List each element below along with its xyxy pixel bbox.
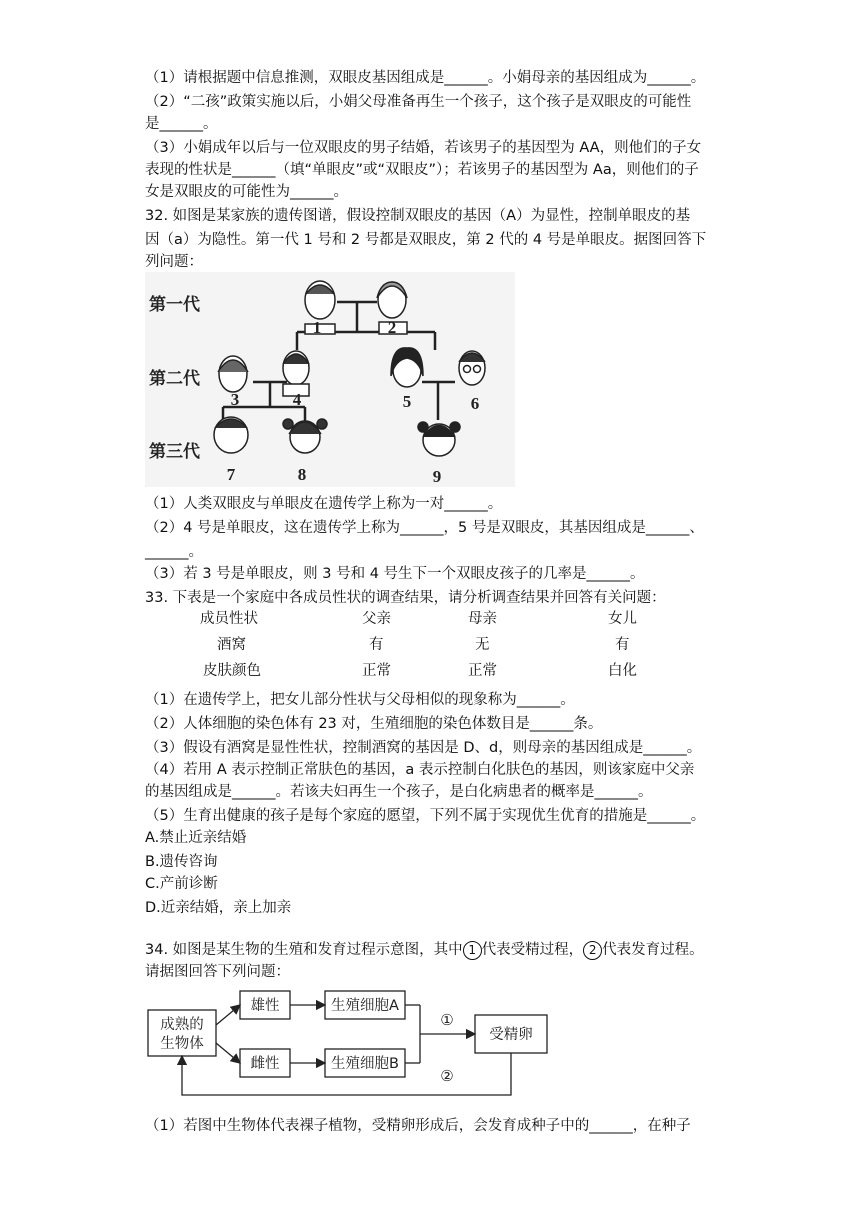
q34-sub-1: （1）若图中生物体代表裸子植物，受精卵形成后，会发育成种子中的______，在种子 xyxy=(145,1118,691,1134)
q31-line-1: （1）请根据题中信息推测，双眼皮基因组成是______。小娟母亲的基因组成为______。 xyxy=(145,70,706,86)
q33-intro: 33. 下表是一个家庭中各成员性状的调查结果，请分析调查结果并回答有关问题： xyxy=(145,590,666,606)
person-4-number: 4 xyxy=(292,390,302,409)
germ-cell-b-label: 生殖细胞B xyxy=(331,1056,399,1072)
q32-sub-1: （1）人类双眼皮与单眼皮在遗传学上称为一对______。 xyxy=(145,496,503,512)
q31-line-2: （2）“二孩”政策实施以后，小娟父母准备再生一个孩子，这个孩子是双眼皮的可能性 xyxy=(145,94,692,110)
option-a: A.禁止近亲结婚 xyxy=(145,830,247,846)
q31-line-6: 女是双眼皮的可能性为______。 xyxy=(145,184,348,200)
zygote-label: 受精卵 xyxy=(489,1027,533,1043)
table-cell: 正常 xyxy=(468,663,497,679)
table-header-cell: 女儿 xyxy=(608,611,637,627)
person-6-number: 6 xyxy=(470,394,480,413)
development-marker: ② xyxy=(440,1067,454,1085)
q33-sub-4b: 的基因组成是______。若该夫妇再生一个孩子，是白化病患者的概率是______。 xyxy=(145,784,653,800)
organism-label-2: 生物体 xyxy=(160,1036,204,1052)
table-cell: 白化 xyxy=(608,663,637,679)
table-cell: 无 xyxy=(475,637,490,653)
q32-intro-3: 列问题： xyxy=(145,254,203,270)
person-9-number: 9 xyxy=(432,467,442,486)
q33-sub-2: （2）人体细胞的染色体有 23 对，生殖细胞的染色体数目是______条。 xyxy=(145,716,603,732)
germ-cell-a-label: 生殖细胞A xyxy=(331,998,399,1014)
gen2-label: 第二代 xyxy=(149,369,200,388)
option-d: D.近亲结婚，亲上加亲 xyxy=(145,900,292,916)
person-7-icon xyxy=(214,417,248,453)
q33-sub-5: （5）生育出健康的孩子是每个家庭的愿望，下列不属于实现优生优育的措施是______。 xyxy=(145,808,706,824)
table-cell: 正常 xyxy=(362,663,391,679)
circled-two: 2 xyxy=(583,941,602,960)
fertilization-marker: ① xyxy=(440,1011,454,1029)
table-cell: 有 xyxy=(615,637,630,653)
person-3-icon xyxy=(218,356,248,392)
q32-intro-1: 32. 如图是某家族的遗传图谱，假设控制双眼皮的基因（A）为显性，控制单眼皮的基 xyxy=(145,208,691,224)
person-7-number: 7 xyxy=(226,465,236,484)
person-6-icon xyxy=(459,351,485,385)
q31-line-4: （3）小娟成年以后与一位双眼皮的男子结婚，若该男子的基因型为 AA，则他们的子女 xyxy=(145,140,702,156)
option-b: B.遗传咨询 xyxy=(145,854,218,870)
table-cell: 酒窝 xyxy=(217,637,246,653)
person-2-number: 2 xyxy=(387,318,397,337)
circled-one: 1 xyxy=(463,941,482,960)
q32-sub-2b: ______。 xyxy=(145,544,203,560)
table-header-cell: 母亲 xyxy=(468,611,497,627)
table-cell: 皮肤颜色 xyxy=(203,663,261,679)
organism-label-1: 成熟的 xyxy=(160,1017,204,1033)
option-c: C.产前诊断 xyxy=(145,876,218,892)
person-1-number: 1 xyxy=(312,318,322,337)
q31-line-5: 表现的性状是______（填“单眼皮”或“双眼皮”）；若该男子的基因型为 Aa，则他们的子 xyxy=(145,162,699,178)
q33-sub-4: （4）若用 A 表示控制正常肤色的基因，a 表示控制白化肤色的基因，则该家庭中父亲 xyxy=(145,762,695,778)
q34-intro-2: 请据图回答下列问题： xyxy=(145,964,290,980)
q33-sub-1: （1）在遗传学上，把女儿部分性状与父母相似的现象称为______。 xyxy=(145,692,575,708)
male-label: 雄性 xyxy=(250,998,280,1014)
person-5-number: 5 xyxy=(402,392,412,411)
table-header-cell: 成员性状 xyxy=(200,611,258,627)
gen1-label: 第一代 xyxy=(149,295,200,314)
person-5-icon xyxy=(391,348,423,387)
gen3-label: 第三代 xyxy=(149,442,200,461)
person-3-number: 3 xyxy=(230,390,240,409)
person-8-number: 8 xyxy=(297,465,307,484)
female-label: 雌性 xyxy=(250,1056,280,1072)
table-header-row xyxy=(200,607,660,633)
table-row xyxy=(200,633,660,659)
q32-sub-3: （3）若 3 号是单眼皮，则 3 号和 4 号生下一个双眼皮孩子的几率是______。 xyxy=(145,566,645,582)
table-cell: 有 xyxy=(369,637,384,653)
trait-survey-table xyxy=(200,607,660,685)
q32-intro-2: 因（a）为隐性。第一代 1 号和 2 号都是双眼皮，第 2 代的 4 号是单眼皮。据图回答下 xyxy=(145,232,707,248)
q32-sub-2: （2）4 号是单眼皮，这在遗传学上称为______，5 号是双眼皮，其基因组成是______、 xyxy=(145,520,704,536)
family-pedigree-figure xyxy=(145,272,515,487)
reproduction-flow-diagram xyxy=(145,985,565,1105)
q31-line-3: 是______。 xyxy=(145,116,218,132)
table-header-cell: 父亲 xyxy=(362,611,391,627)
q34-intro-1: 34. 如图是某生物的生殖和发育过程示意图，其中 1 代表受精过程， 2 代表发育过程。 xyxy=(145,942,704,958)
q33-sub-3: （3）假设有酒窝是显性性状，控制酒窝的基因是 D、d，则母亲的基因组成是______。 xyxy=(145,740,702,756)
table-row xyxy=(200,659,660,685)
